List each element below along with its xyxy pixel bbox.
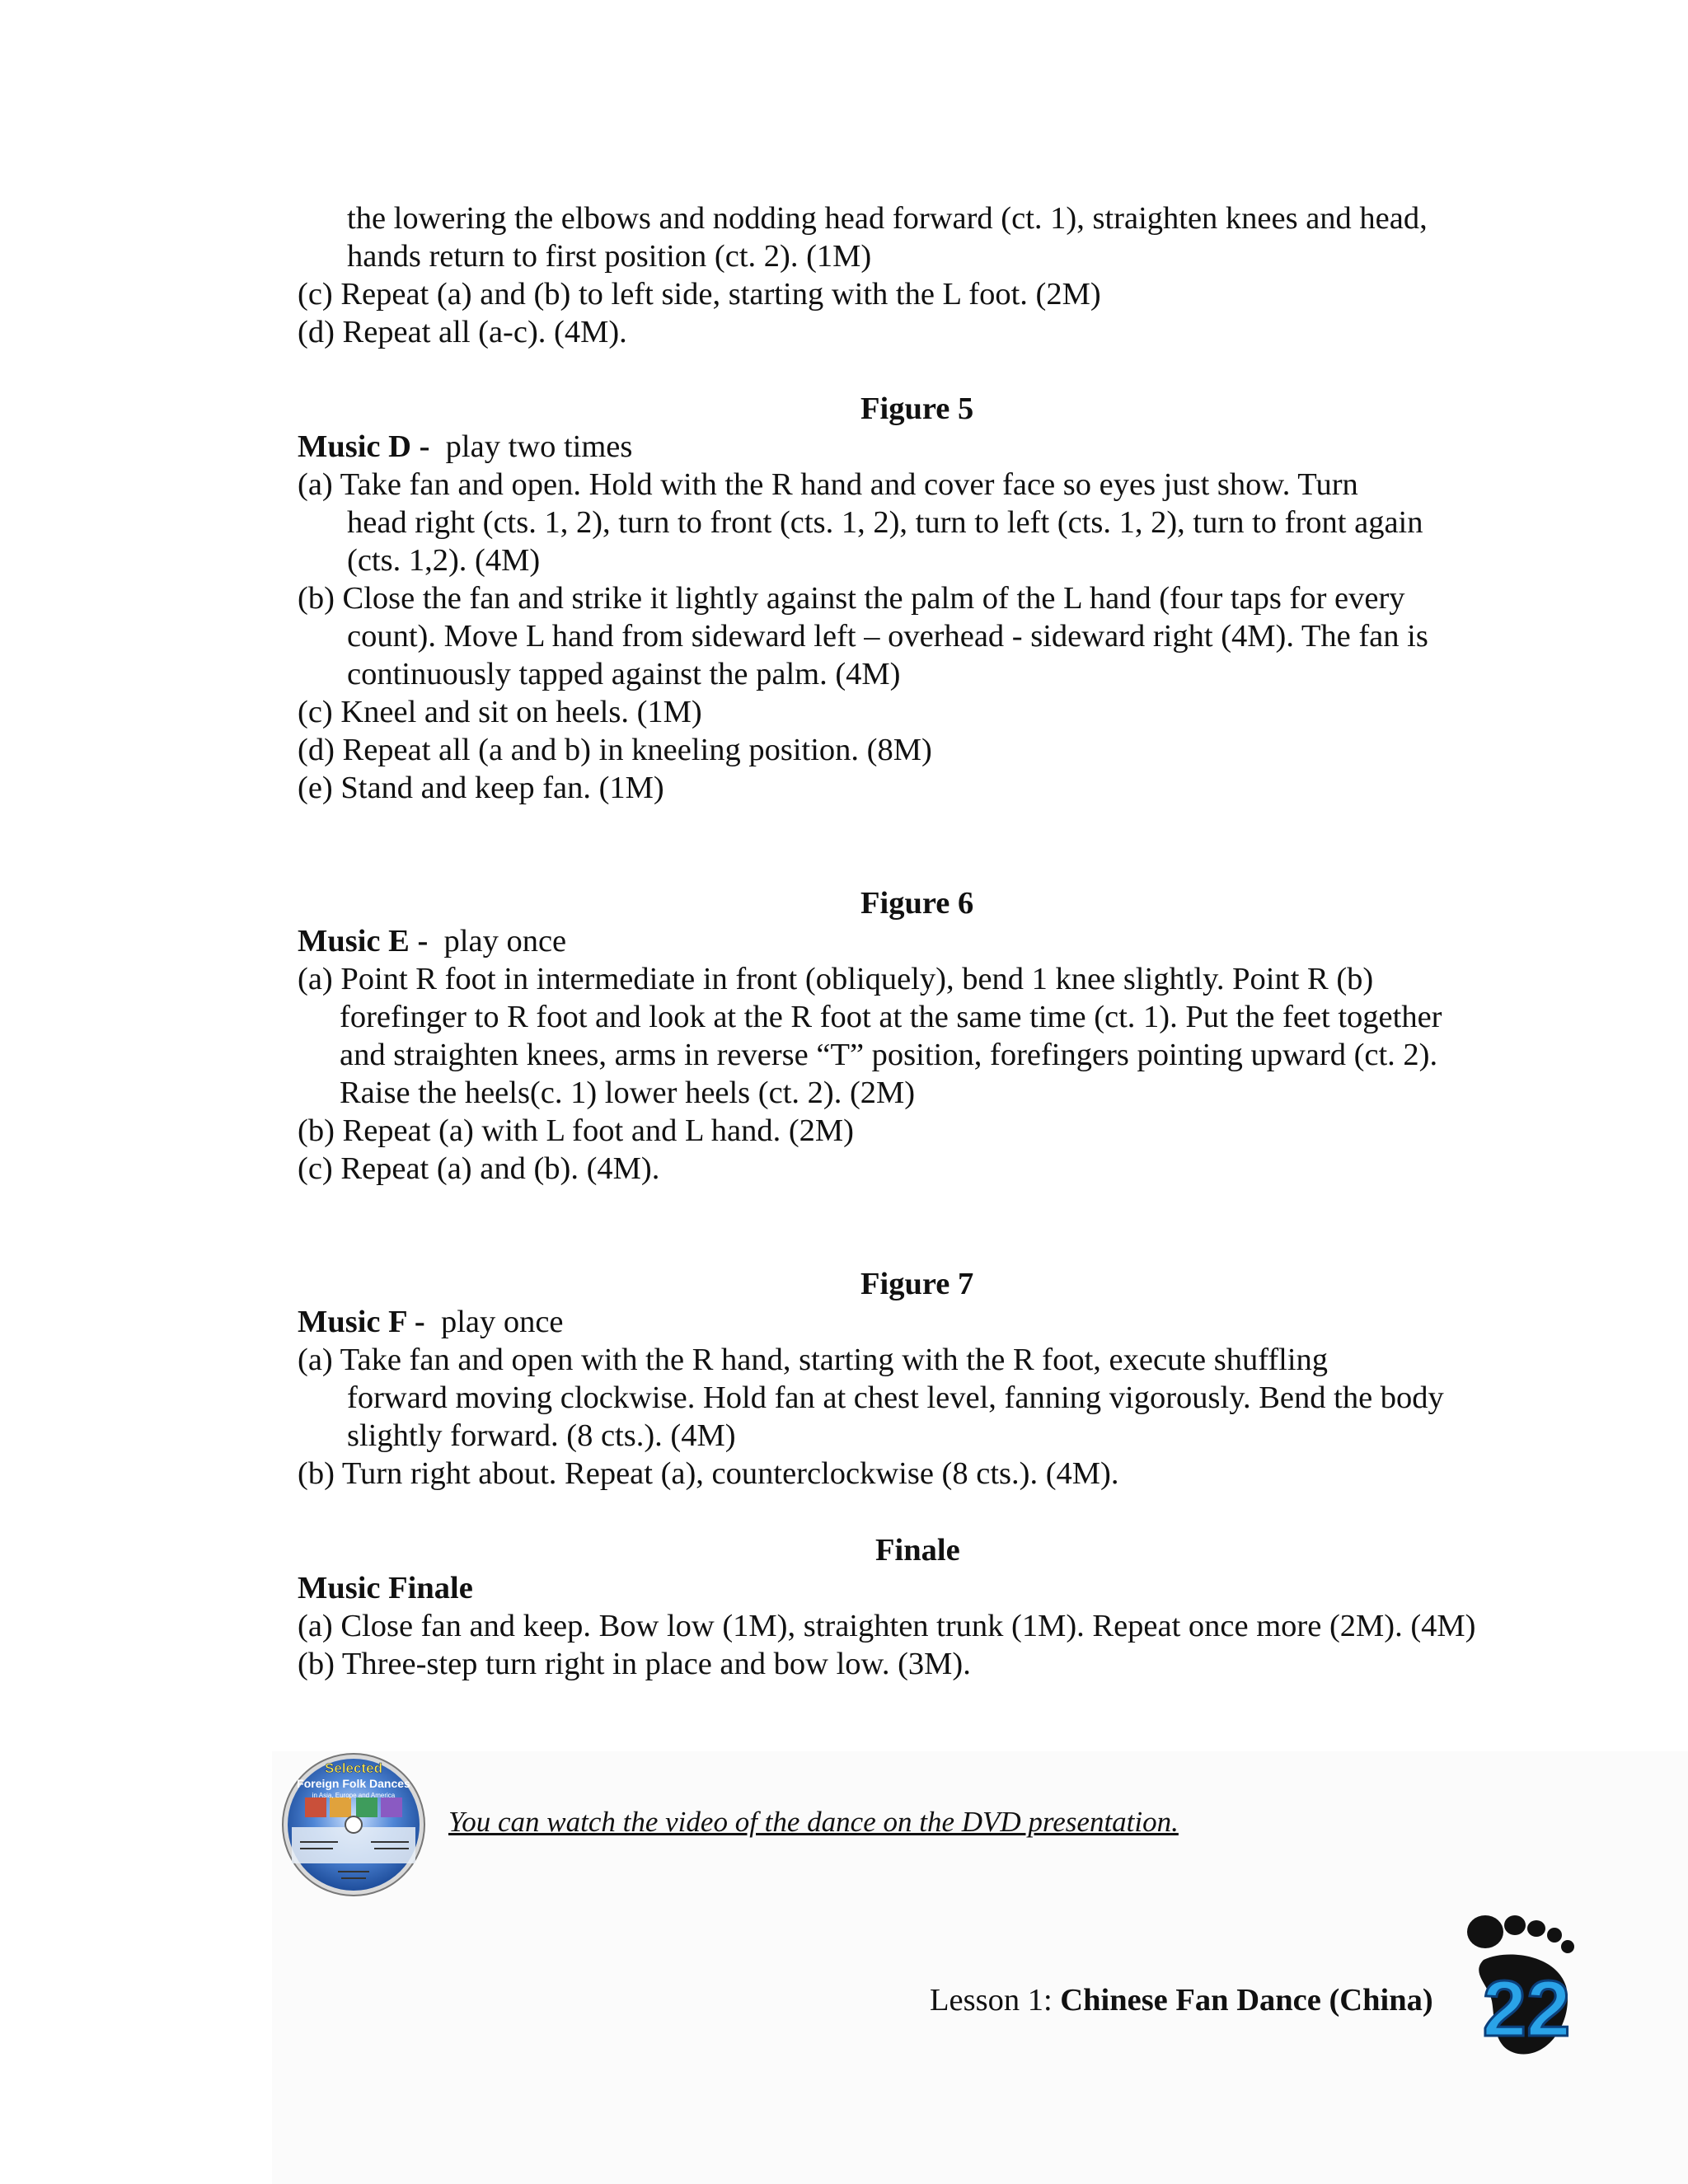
- music-note: play two times: [445, 429, 633, 464]
- figure-6-heading: Figure 6: [860, 886, 974, 921]
- figure-5-heading: Figure 5: [860, 391, 974, 426]
- dvd-title-main: Foreign Folk Dances: [297, 1777, 410, 1790]
- finale-music-line: [298, 1569, 473, 1607]
- instruction-line: and straighten knees, arms in reverse “T” position, forefingers pointing upward (ct. 2).: [340, 1038, 1438, 1072]
- instruction-line: forefinger to R foot and look at the R foot at the same time (ct. 1). Put the feet together: [340, 1000, 1442, 1034]
- instruction-line: (a) Take fan and open with the R hand, starting with the R foot, execute shuffling: [298, 1343, 1329, 1377]
- instruction-line: forward moving clockwise. Hold fan at chest level, fanning vigorously. Bend the body: [347, 1380, 1444, 1415]
- finale-heading: Finale: [875, 1533, 960, 1568]
- instruction-line: (c) Kneel and sit on heels. (1M): [298, 695, 702, 729]
- dvd-video-link[interactable]: You can watch the video of the dance on the DVD presentation.: [448, 1806, 1179, 1838]
- music-label: Music Finale: [298, 1571, 473, 1605]
- figure-6-music-line: [298, 922, 566, 960]
- music-note: play once: [440, 1305, 564, 1339]
- paragraph-line: the lowering the elbows and nodding head forward (ct. 1), straighten knees and head,: [347, 201, 1428, 236]
- page-number: 22: [1482, 1965, 1571, 2053]
- instruction-line: (c) Repeat (a) and (b). (4M).: [298, 1151, 660, 1186]
- dvd-cover-icon: [280, 1751, 427, 1898]
- dvd-title-top: Selected: [325, 1760, 382, 1776]
- instruction-line: (cts. 1,2). (4M): [347, 543, 541, 578]
- paragraph-line: hands return to first position (ct. 2). (1M): [347, 239, 872, 274]
- instruction-line: (e) Stand and keep fan. (1M): [298, 771, 664, 805]
- instruction-line: (b) Turn right about. Repeat (a), counterclockwise (8 cts.). (4M).: [298, 1456, 1119, 1491]
- instruction-line: (a) Close fan and keep. Bow low (1M), straighten trunk (1M). Repeat once more (2M). (4M): [298, 1609, 1476, 1643]
- instruction-line: (d) Repeat all (a and b) in kneeling position. (8M): [298, 733, 932, 767]
- lesson-prefix: Lesson 1:: [930, 1983, 1061, 2018]
- lesson-footer: [930, 1981, 1433, 2019]
- instruction-line: (b) Three-step turn right in place and bow low. (3M).: [298, 1647, 971, 1681]
- music-label: Music E -: [298, 924, 429, 958]
- instruction-line: (b) Close the fan and strike it lightly against the palm of the L hand (four taps for every: [298, 581, 1405, 616]
- music-label: Music D -: [298, 429, 430, 464]
- instruction-line: continuously tapped against the palm. (4M): [347, 657, 901, 691]
- music-note: play once: [443, 924, 567, 958]
- instruction-line: head right (cts. 1, 2), turn to front (cts. 1, 2), turn to left (cts. 1, 2), turn to front again: [347, 505, 1423, 540]
- instruction-line: (b) Repeat (a) with L foot and L hand. (2M): [298, 1113, 854, 1148]
- music-label: Music F -: [298, 1305, 425, 1339]
- instruction-line: (a) Take fan and open. Hold with the R hand and cover face so eyes just show. Turn: [298, 467, 1358, 502]
- footprint-page-number-icon: [1459, 1912, 1591, 2060]
- instruction-line: Raise the heels(c. 1) lower heels (ct. 2). (2M): [340, 1076, 916, 1110]
- instruction-line: slightly forward. (8 cts.). (4M): [347, 1418, 736, 1453]
- paragraph-line: (d) Repeat all (a-c). (4M).: [298, 315, 627, 349]
- instruction-line: count). Move L hand from sideward left – overhead - sideward right (4M). The fan is: [347, 619, 1428, 654]
- figure-7-heading: Figure 7: [860, 1267, 974, 1301]
- lesson-title: Chinese Fan Dance (China): [1060, 1983, 1433, 2018]
- figure-7-music-line: [298, 1303, 564, 1341]
- dvd-subtitle: in Asia, Europe and America: [312, 1792, 396, 1799]
- figure-5-music-line: [298, 428, 632, 466]
- paragraph-line: (c) Repeat (a) and (b) to left side, starting with the L foot. (2M): [298, 277, 1101, 312]
- instruction-line: (a) Point R foot in intermediate in front (obliquely), bend 1 knee slightly. Point R (b): [298, 962, 1374, 996]
